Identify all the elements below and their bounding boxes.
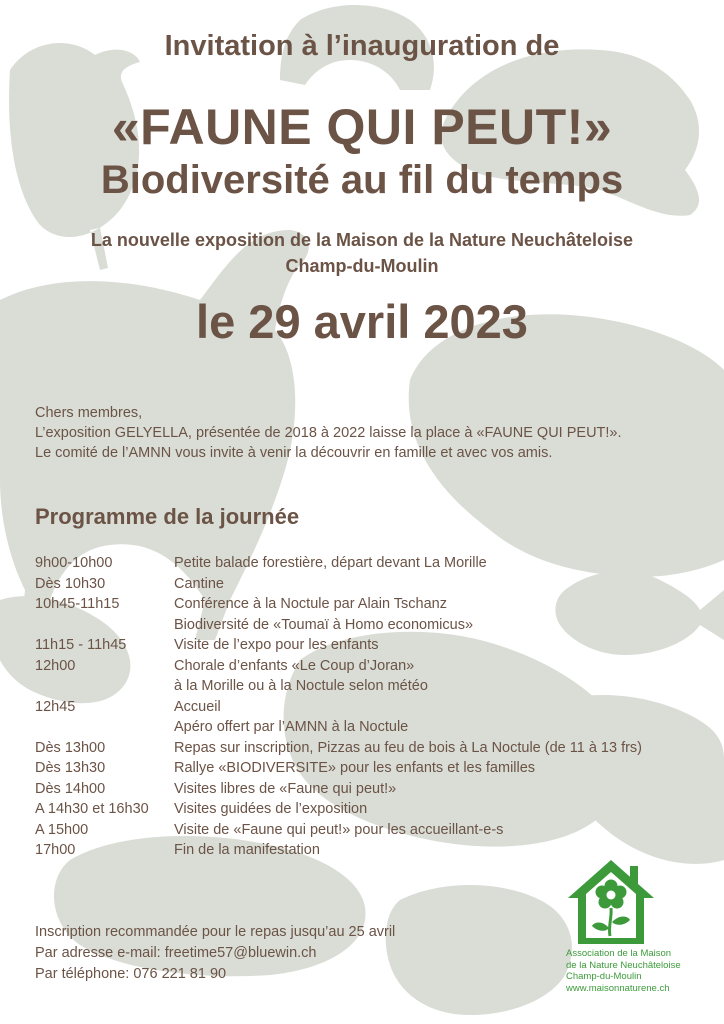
programme-time: Dès 13h30 [35, 760, 106, 776]
programme-row [35, 820, 642, 841]
programme-activity: Biodiversité de «Toumaï à Homo economicus» [174, 616, 474, 633]
programme-row [35, 758, 642, 779]
programme-activity: Accueil [174, 698, 221, 715]
programme-row [35, 656, 642, 677]
programme-activity: Visite de l’expo pour les enfants [174, 637, 379, 653]
programme-time: 9h00-10h00 [35, 555, 113, 571]
programme-activity: Rallye «BIODIVERSITE» pour les enfants et les familles [174, 760, 536, 776]
phone-contact: Par téléphone: 076 221 81 90 [35, 966, 227, 982]
invitation-heading: Invitation à l’inauguration de [164, 30, 560, 62]
programme-activity: Repas sur inscription, Pizzas au feu de bois à La Noctule (de 11 à 13 frs) [174, 739, 643, 756]
intro-paragraph [35, 403, 622, 463]
exhibition-description: La nouvelle exposition de la Maison de la Nature Neuchâteloise [90, 230, 634, 250]
logo-line: Association de la Maison [566, 948, 672, 959]
programme-time [35, 615, 174, 636]
programme-activity: Cantine [174, 575, 224, 592]
programme-row [35, 799, 642, 820]
programme-activity: Apéro offert par l’AMNN à la Noctule [174, 719, 409, 735]
exhibition-subtitle: Biodiversité au fil du temps [100, 158, 624, 202]
logo-line: de la Nature Neuchâteloise [566, 959, 681, 971]
programme-time: 12h45 [35, 698, 76, 715]
programme-activity: Visites guidées de l’exposition [174, 801, 368, 817]
programme-activity: Visites libres de «Faune qui peut!» [174, 780, 397, 797]
programme-time: 11h15 - 11h45 [35, 637, 127, 653]
programme-row [35, 615, 642, 636]
programme-row [35, 717, 642, 738]
programme-row [35, 553, 642, 574]
programme-time [35, 717, 174, 738]
programme-time [35, 676, 174, 697]
programme-time: 12h00 [35, 657, 76, 674]
logo-website-link[interactable]: www.maisonnaturene.ch [566, 982, 670, 994]
intro-line: L’exposition GELYELLA, présentée de 2018 à 2022 laisse la place à «FAUNE QUI PEUT!». [35, 425, 622, 441]
programme-time: 10h45-11h15 [35, 596, 120, 612]
programme-row [35, 738, 642, 759]
programme-row [35, 594, 642, 615]
house-flower-icon [566, 858, 656, 948]
registration-note: Inscription recommandée pour le repas jusqu’au 25 avril [35, 924, 396, 940]
programme-row [35, 779, 642, 800]
programme-activity: Fin de la manifestation [174, 842, 320, 858]
programme-row [35, 635, 642, 656]
email-contact: Par adresse e-mail: freetime57@bluewin.ch [35, 945, 317, 961]
programme-time: Dès 14h00 [35, 780, 106, 797]
programme-row [35, 697, 642, 718]
exhibition-title: «FAUNE QUI PEUT!» [111, 99, 613, 155]
logo-caption [566, 948, 681, 994]
logo-line: Champ-du-Moulin [566, 971, 642, 982]
programme-list [35, 553, 642, 861]
programme-row [35, 676, 642, 697]
programme-time: Dès 13h00 [35, 739, 106, 756]
programme-time: Dès 10h30 [35, 575, 106, 592]
intro-line: Le comité de l’AMNN vous invite à venir la découvrir en famille et avec vos amis. [35, 445, 553, 461]
programme-title: Programme de la journée [35, 504, 300, 529]
programme-time: 17h00 [35, 842, 76, 858]
intro-greeting: Chers membres, [35, 405, 143, 421]
exhibition-location: Champ-du-Moulin [285, 256, 439, 276]
programme-time: A 15h00 [35, 821, 89, 838]
programme-row [35, 574, 642, 595]
programme-time: A 14h30 et 16h30 [35, 801, 149, 817]
programme-activity: Petite balade forestière, départ devant La Morille [174, 555, 487, 571]
contact-info [35, 922, 395, 985]
programme-activity: Chorale d’enfants «Le Coup d’Joran» [174, 657, 415, 674]
programme-activity: Conférence à la Noctule par Alain Tschanz [174, 596, 447, 612]
event-date: le 29 avril 2023 [196, 295, 528, 348]
programme-activity: à la Morille ou à la Noctule selon météo [174, 678, 428, 694]
programme-row [35, 840, 642, 861]
programme-activity: Visite de «Faune qui peut!» pour les accueillant-e-s [174, 821, 504, 838]
amnn-logo [566, 858, 696, 998]
